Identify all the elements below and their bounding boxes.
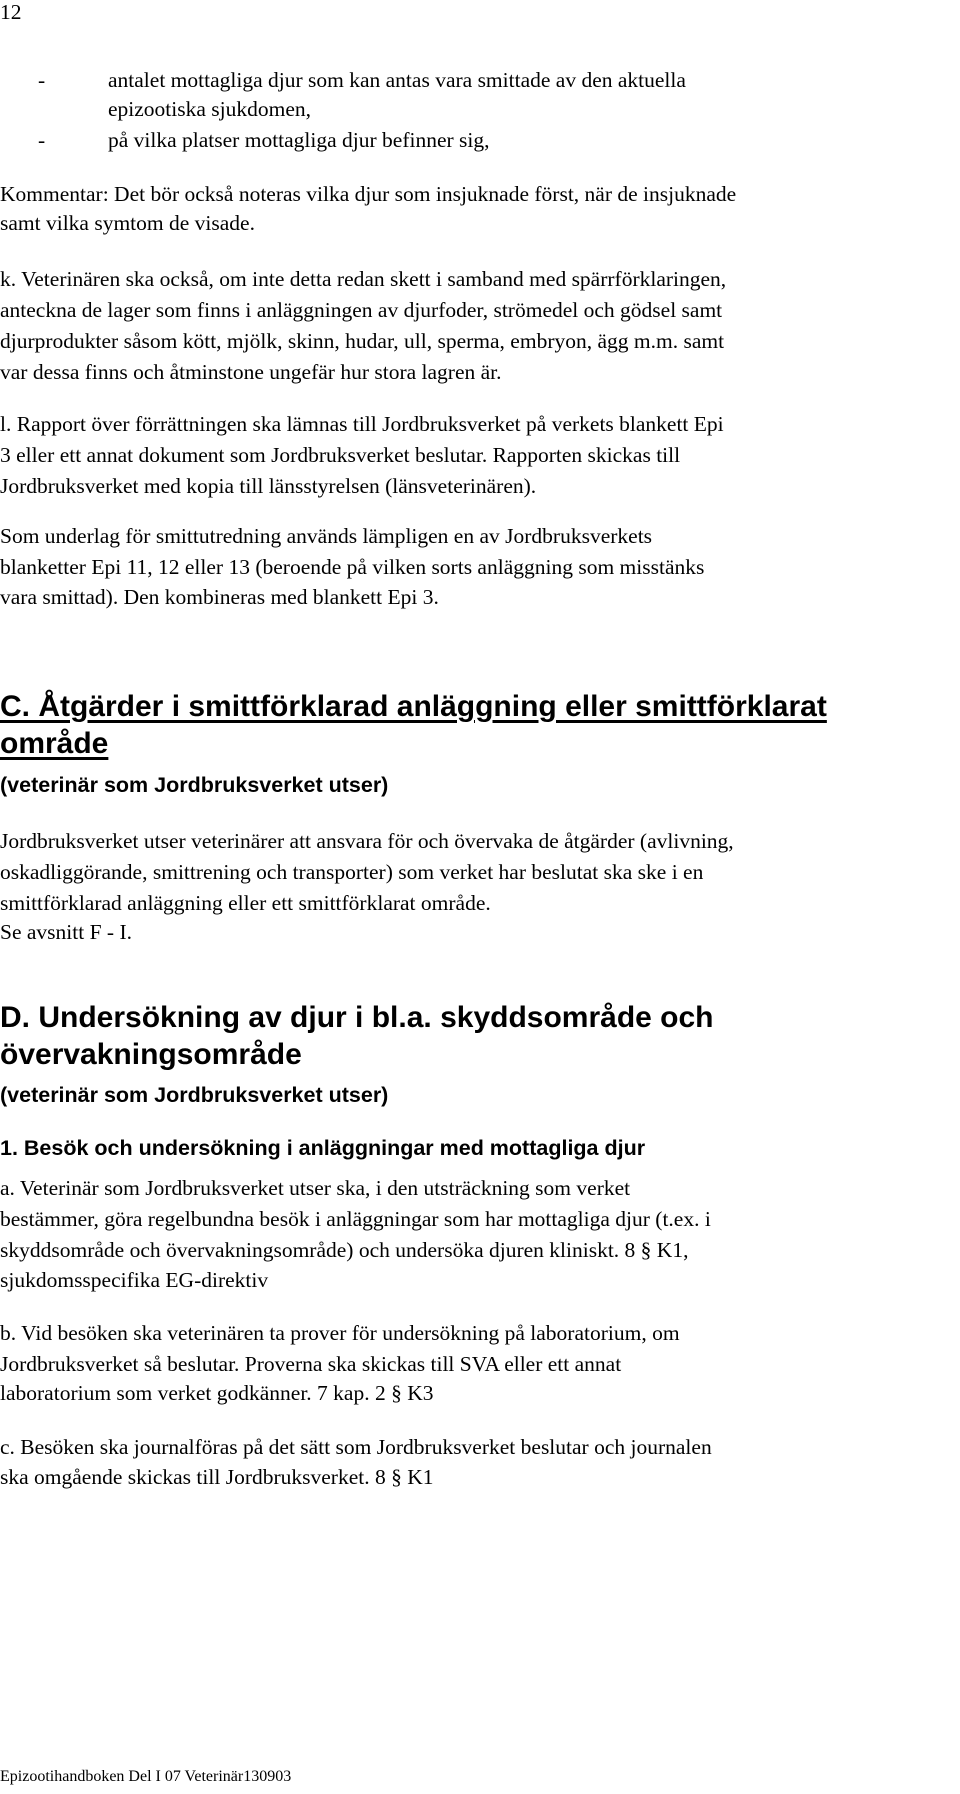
text-line: bestämmer, göra regelbundna besök i anläggningar som har mottagliga djur (t.ex. i — [0, 1207, 711, 1231]
text-line: laboratorium som verket godkänner. 7 kap. 2 § K3 — [0, 1381, 434, 1405]
text-line: var dessa finns och åtminstone ungefär hur stora lagren är. — [0, 360, 502, 384]
bullet-text: antalet mottagliga djur som kan antas vara smittade av den aktuella — [108, 68, 686, 92]
text-line: b. Vid besöken ska veterinären ta prover för undersökning på laboratorium, om — [0, 1321, 680, 1345]
text-line: oskadliggörande, smittrening och transporter) som verket har beslutat ska ske i en — [0, 860, 704, 884]
text-line: Kommentar: Det bör också noteras vilka djur som insjuknade först, när de insjuknade — [0, 182, 737, 206]
text-line: smittförklarad anläggning eller ett smittförklarat område. — [0, 891, 491, 915]
text-line: a. Veterinär som Jordbruksverket utser ska, i den utsträckning som verket — [0, 1176, 631, 1200]
text-line: Jordbruksverket så beslutar. Proverna ska skickas till SVA eller ett annat — [0, 1352, 622, 1376]
text-line: Se avsnitt F - I. — [0, 920, 132, 944]
text-line: ska omgående skickas till Jordbruksverket. 8 § K1 — [0, 1465, 434, 1489]
text-line: Som underlag för smittutredning används lämpligen en av Jordbruksverkets — [0, 524, 653, 548]
section-subheading: (veterinär som Jordbruksverket utser) — [0, 1083, 389, 1107]
section-heading: område — [0, 727, 109, 760]
text-line: blanketter Epi 11, 12 eller 13 (beroende på vilken sorts anläggning som misstänks — [0, 555, 705, 579]
section-subheading: (veterinär som Jordbruksverket utser) — [0, 773, 389, 797]
subsection-heading: 1. Besök och undersökning i anläggningar med mottagliga djur — [0, 1136, 646, 1160]
page-number: 12 — [0, 0, 22, 24]
bullet-text: på vilka platser mottagliga djur befinner sig, — [108, 128, 490, 152]
section-heading: C. Åtgärder i smittförklarad anläggning eller smittförklarat — [0, 690, 827, 723]
bullet-dash: - — [38, 68, 46, 92]
bullet-text: epizootiska sjukdomen, — [108, 97, 312, 121]
text-line: Jordbruksverket utser veterinärer att ansvara för och övervaka de åtgärder (avlivning, — [0, 829, 734, 853]
bullet-dash: - — [38, 128, 46, 152]
text-line: anteckna de lager som finns i anläggningen av djurfoder, strömedel och gödsel samt — [0, 298, 723, 322]
text-line: 3 eller ett annat dokument som Jordbruksverket beslutar. Rapporten skickas till — [0, 443, 681, 467]
page-footer: Epizootihandboken Del I 07 Veterinär130903 — [0, 1768, 292, 1785]
text-line: samt vilka symtom de visade. — [0, 211, 255, 235]
text-line: Jordbruksverket med kopia till länsstyrelsen (länsveterinären). — [0, 474, 537, 498]
section-heading: övervakningsområde — [0, 1038, 302, 1071]
text-line: vara smittad). Den kombineras med blankett Epi 3. — [0, 585, 439, 609]
text-line: sjukdomsspecifika EG-direktiv — [0, 1268, 269, 1292]
text-line: djurprodukter såsom kött, mjölk, skinn, hudar, ull, sperma, embryon, ägg m.m. samt — [0, 329, 725, 353]
section-heading: D. Undersökning av djur i bl.a. skyddsområde och — [0, 1001, 714, 1034]
text-line: k. Veterinären ska också, om inte detta redan skett i samband med spärrförklaringen, — [0, 267, 727, 291]
text-line: c. Besöken ska journalföras på det sätt som Jordbruksverket beslutar och journalen — [0, 1435, 712, 1459]
text-line: l. Rapport över förrättningen ska lämnas till Jordbruksverket på verkets blankett Epi — [0, 412, 724, 436]
text-line: skyddsområde och övervakningsområde) och undersöka djuren kliniskt. 8 § K1, — [0, 1238, 689, 1262]
